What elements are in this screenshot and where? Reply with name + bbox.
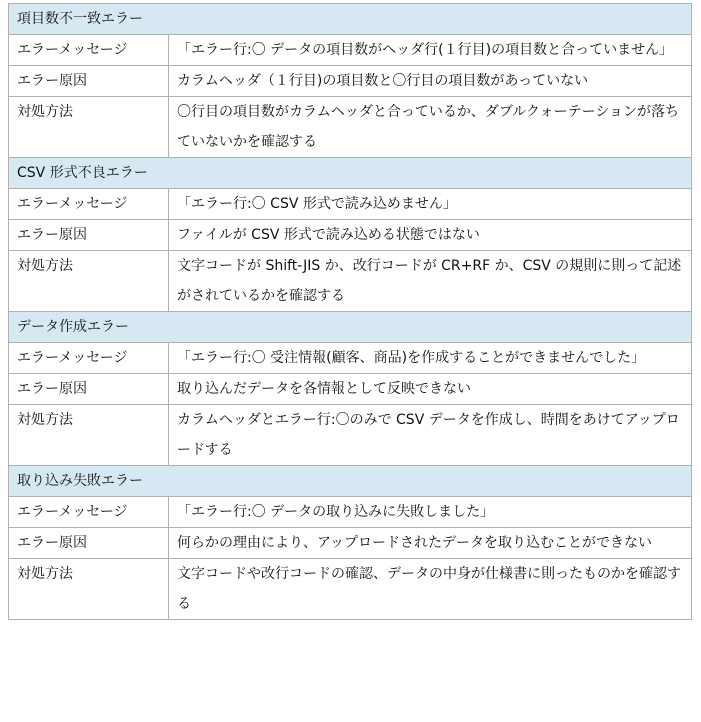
row-label: 対処方法 (9, 405, 169, 466)
table-row (9, 66, 692, 97)
row-value: 文字コードや改行コードの確認、データの中身が仕様書に則ったものかを確認する (169, 559, 692, 620)
table-row (9, 374, 692, 405)
section-title: データ作成エラー (9, 312, 692, 343)
table-row (9, 559, 692, 620)
table-row (9, 97, 692, 158)
error-table (8, 3, 692, 620)
row-label: エラーメッセージ (9, 343, 169, 374)
row-label: 対処方法 (9, 559, 169, 620)
row-label: エラー原因 (9, 220, 169, 251)
section-header-csv-format-error (9, 158, 692, 189)
row-label: 対処方法 (9, 97, 169, 158)
row-value: 文字コードが Shift-JIS か、改行コードが CR+RF か、CSV の規則に則って記述がされているかを確認する (169, 251, 692, 312)
row-label: エラーメッセージ (9, 35, 169, 66)
table-row (9, 405, 692, 466)
table-row (9, 251, 692, 312)
section-header-import-failure-error (9, 466, 692, 497)
row-value: 「エラー行:〇 データの項目数がヘッダ行(１行目)の項目数と合っていません」 (169, 35, 692, 66)
row-value: 「エラー行:〇 受注情報(顧客、商品)を作成することができませんでした」 (169, 343, 692, 374)
row-value: 何らかの理由により、アップロードされたデータを取り込むことができない (169, 528, 692, 559)
row-label: 対処方法 (9, 251, 169, 312)
section-header-item-count-mismatch (9, 4, 692, 35)
table-row (9, 343, 692, 374)
table-row (9, 35, 692, 66)
row-value: 「エラー行:〇 データの取り込みに失敗しました」 (169, 497, 692, 528)
row-label: エラー原因 (9, 528, 169, 559)
table-row (9, 497, 692, 528)
error-table-container (8, 3, 691, 620)
section-title: 取り込み失敗エラー (9, 466, 692, 497)
row-value: カラムヘッダとエラー行:〇のみで CSV データを作成し、時間をあけてアップロードする (169, 405, 692, 466)
table-row (9, 220, 692, 251)
row-value: カラムヘッダ（１行目)の項目数と〇行目の項目数があっていない (169, 66, 692, 97)
section-title: 項目数不一致エラー (9, 4, 692, 35)
row-label: エラー原因 (9, 374, 169, 405)
table-row (9, 189, 692, 220)
table-row (9, 528, 692, 559)
row-label: エラーメッセージ (9, 189, 169, 220)
row-label: エラーメッセージ (9, 497, 169, 528)
row-label: エラー原因 (9, 66, 169, 97)
section-header-data-creation-error (9, 312, 692, 343)
row-value: 取り込んだデータを各情報として反映できない (169, 374, 692, 405)
row-value: 〇行目の項目数がカラムヘッダと合っているか、ダブルクォーテーションが落ちていないかを確認する (169, 97, 692, 158)
section-title: CSV 形式不良エラー (9, 158, 692, 189)
row-value: ファイルが CSV 形式で読み込める状態ではない (169, 220, 692, 251)
row-value: 「エラー行:〇 CSV 形式で読み込めません」 (169, 189, 692, 220)
